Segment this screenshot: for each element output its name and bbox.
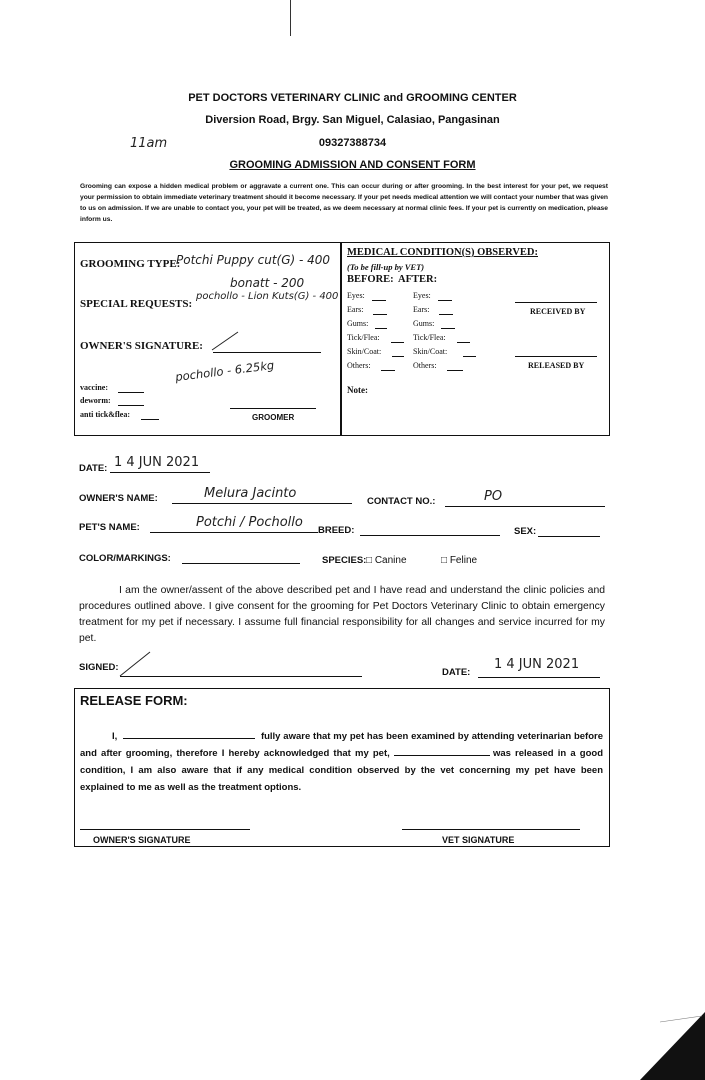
before-skincoat-line[interactable] bbox=[392, 356, 404, 357]
species-canine-option[interactable] bbox=[366, 555, 407, 566]
before-tickflea: Tick/Flea: bbox=[347, 333, 380, 342]
antitick-label: anti tick&flea: bbox=[80, 410, 130, 419]
before-eyes-line[interactable] bbox=[372, 300, 386, 301]
before-skincoat: Skin/Coat: bbox=[347, 347, 382, 356]
after-skincoat-line[interactable] bbox=[463, 356, 476, 357]
weight-note[interactable]: pochollo - 6.25kg bbox=[174, 357, 275, 385]
groomer-line[interactable] bbox=[230, 408, 316, 409]
after-ears-line[interactable] bbox=[439, 314, 453, 315]
release-name-line[interactable] bbox=[123, 728, 255, 739]
before-ears: Ears: bbox=[347, 305, 364, 314]
after-others-line[interactable] bbox=[447, 370, 463, 371]
received-by-label: RECEIVED BY bbox=[530, 307, 586, 316]
note-label: Note: bbox=[347, 385, 368, 395]
before-others: Others: bbox=[347, 361, 371, 370]
special-requests-value[interactable]: pochollo - Lion Kuts(G) - 400 bbox=[196, 291, 339, 302]
after-tickflea-line[interactable] bbox=[457, 342, 470, 343]
clinic-phone: 09327388734 bbox=[318, 137, 387, 149]
owner-name-label: OWNER'S NAME: bbox=[79, 493, 158, 504]
sex-line[interactable] bbox=[538, 536, 600, 537]
release-title: RELEASE FORM: bbox=[80, 693, 188, 708]
color-label: COLOR/MARKINGS: bbox=[79, 553, 171, 564]
before-gums: Gums: bbox=[347, 319, 369, 328]
grooming-type-label: GROOMING TYPE: bbox=[80, 258, 181, 270]
owner-name-line[interactable] bbox=[172, 503, 352, 504]
pet-name-value[interactable]: Potchi / Pochollo bbox=[196, 515, 303, 530]
before-eyes: Eyes: bbox=[347, 291, 365, 300]
color-line[interactable] bbox=[182, 563, 300, 564]
grooming-type-value-2[interactable]: bonatt - 200 bbox=[230, 276, 305, 290]
grooming-box bbox=[74, 242, 342, 436]
signed-label: SIGNED: bbox=[79, 662, 119, 673]
release-paragraph bbox=[80, 728, 603, 796]
after-gums: Gums: bbox=[413, 319, 435, 328]
pet-name-label: PET'S NAME: bbox=[79, 522, 140, 533]
signed-line[interactable] bbox=[120, 676, 362, 677]
signed-date-value[interactable]: 1 4 JUN 2021 bbox=[494, 657, 580, 672]
deworm-label: deworm: bbox=[80, 396, 111, 405]
release-i-label: I, bbox=[112, 731, 118, 742]
page-corner-shadow bbox=[640, 1000, 705, 1080]
pet-name-line[interactable] bbox=[150, 532, 318, 533]
form-title: GROOMING ADMISSION AND CONSENT FORM bbox=[229, 159, 476, 171]
antitick-line[interactable] bbox=[141, 419, 159, 420]
after-skincoat: Skin/Coat: bbox=[413, 347, 448, 356]
date-value[interactable]: 1 4 JUN 2021 bbox=[114, 455, 200, 470]
before-label: BEFORE: bbox=[347, 274, 394, 285]
medical-title: MEDICAL CONDITION(S) OBSERVED: bbox=[347, 247, 538, 258]
consent-paragraph: I am the owner/assent of the above described pet and I have read and understand the clinic policies and procedures outlined above. I give consent for the grooming for Pet Doctors Veterinary Clinic to obtain emergency treatment for my pet if necessary. I assume full financial responsibility for all changes and service incurred for my pet. bbox=[79, 585, 605, 644]
owner-signature-mark bbox=[210, 328, 240, 352]
clinic-name: PET DOCTORS VETERINARY CLINIC and GROOMING CENTER bbox=[188, 92, 517, 104]
breed-line[interactable] bbox=[360, 535, 500, 536]
intro-paragraph: Grooming can expose a hidden medical problem or aggravate a current one. This can occur during or after grooming. In the best interest for your pet, we request your permission to obtain immediate veterinary treatment should it become necessary. If your pet needs medical attention we will contact your number that was given to us on admission. If we are unable to contact you, your pet will be treated, as we deem necessary at normal clinic fees. If your pet is currently on medication, please inform us. bbox=[80, 183, 608, 223]
species-canine-label: Canine bbox=[374, 555, 407, 566]
release-text-2: was released in a good condition, I am also aware that if any medical condition observed by the vet concerning my pet have been explained to me as well as the treatment options. bbox=[80, 748, 604, 793]
after-eyes: Eyes: bbox=[413, 291, 431, 300]
owner-sig-line[interactable] bbox=[80, 829, 250, 830]
date-label: DATE: bbox=[79, 463, 108, 474]
before-ears-line[interactable] bbox=[373, 314, 387, 315]
after-gums-line[interactable] bbox=[441, 328, 455, 329]
vet-sig-label: VET SIGNATURE bbox=[442, 835, 515, 845]
contact-value[interactable]: PO bbox=[484, 489, 503, 504]
groomer-label: GROOMER bbox=[252, 413, 295, 422]
species-feline-option[interactable] bbox=[441, 555, 477, 566]
vaccine-line[interactable] bbox=[118, 392, 144, 393]
canine-checkbox-icon: □ bbox=[366, 555, 373, 566]
contact-line[interactable] bbox=[445, 506, 605, 507]
after-tickflea: Tick/Flea: bbox=[413, 333, 446, 342]
deworm-line[interactable] bbox=[118, 405, 144, 406]
signed-date-label: DATE: bbox=[442, 667, 471, 678]
release-pet-line[interactable] bbox=[394, 745, 490, 756]
signed-date-line[interactable] bbox=[478, 677, 600, 678]
special-requests-label: SPECIAL REQUESTS: bbox=[80, 298, 193, 310]
species-feline-label: Feline bbox=[449, 555, 478, 566]
after-ears: Ears: bbox=[413, 305, 430, 314]
released-by-line[interactable] bbox=[515, 356, 597, 357]
release-text-1: fully aware that my pet has been examined by attending veterinarian before and after grooming, therefore I hereby acknowledged that my pet, bbox=[80, 731, 603, 759]
grooming-type-value[interactable]: Potchi Puppy cut(G) - 400 bbox=[176, 253, 331, 267]
contact-label: CONTACT NO.: bbox=[367, 496, 436, 507]
owner-signature-line[interactable] bbox=[213, 352, 321, 353]
owner-signature-label: OWNER'S SIGNATURE: bbox=[80, 340, 203, 352]
fold-line bbox=[290, 0, 291, 36]
breed-label: BREED: bbox=[318, 525, 355, 536]
signed-mark bbox=[118, 650, 152, 678]
owner-name-value[interactable]: Melura Jacinto bbox=[204, 486, 297, 501]
received-by-line[interactable] bbox=[515, 302, 597, 303]
after-eyes-line[interactable] bbox=[438, 300, 452, 301]
after-others: Others: bbox=[413, 361, 437, 370]
feline-checkbox-icon: □ bbox=[441, 555, 448, 566]
sex-label: SEX: bbox=[514, 526, 537, 537]
before-gums-line[interactable] bbox=[375, 328, 387, 329]
vaccine-label: vaccine: bbox=[80, 383, 108, 392]
date-line[interactable] bbox=[110, 472, 210, 473]
before-others-line[interactable] bbox=[381, 370, 395, 371]
clinic-address: Diversion Road, Brgy. San Miguel, Calasiao, Pangasinan bbox=[205, 114, 500, 126]
medical-subtitle: (To be fill-up by VET) bbox=[347, 262, 425, 272]
vet-sig-line[interactable] bbox=[402, 829, 580, 830]
after-label: AFTER: bbox=[398, 274, 438, 285]
released-by-label: RELEASED BY bbox=[528, 361, 585, 370]
time-note: 11am bbox=[130, 136, 168, 151]
before-tickflea-line[interactable] bbox=[391, 342, 404, 343]
species-label: SPECIES: bbox=[322, 555, 367, 566]
owner-sig-label: OWNER'S SIGNATURE bbox=[93, 835, 191, 845]
